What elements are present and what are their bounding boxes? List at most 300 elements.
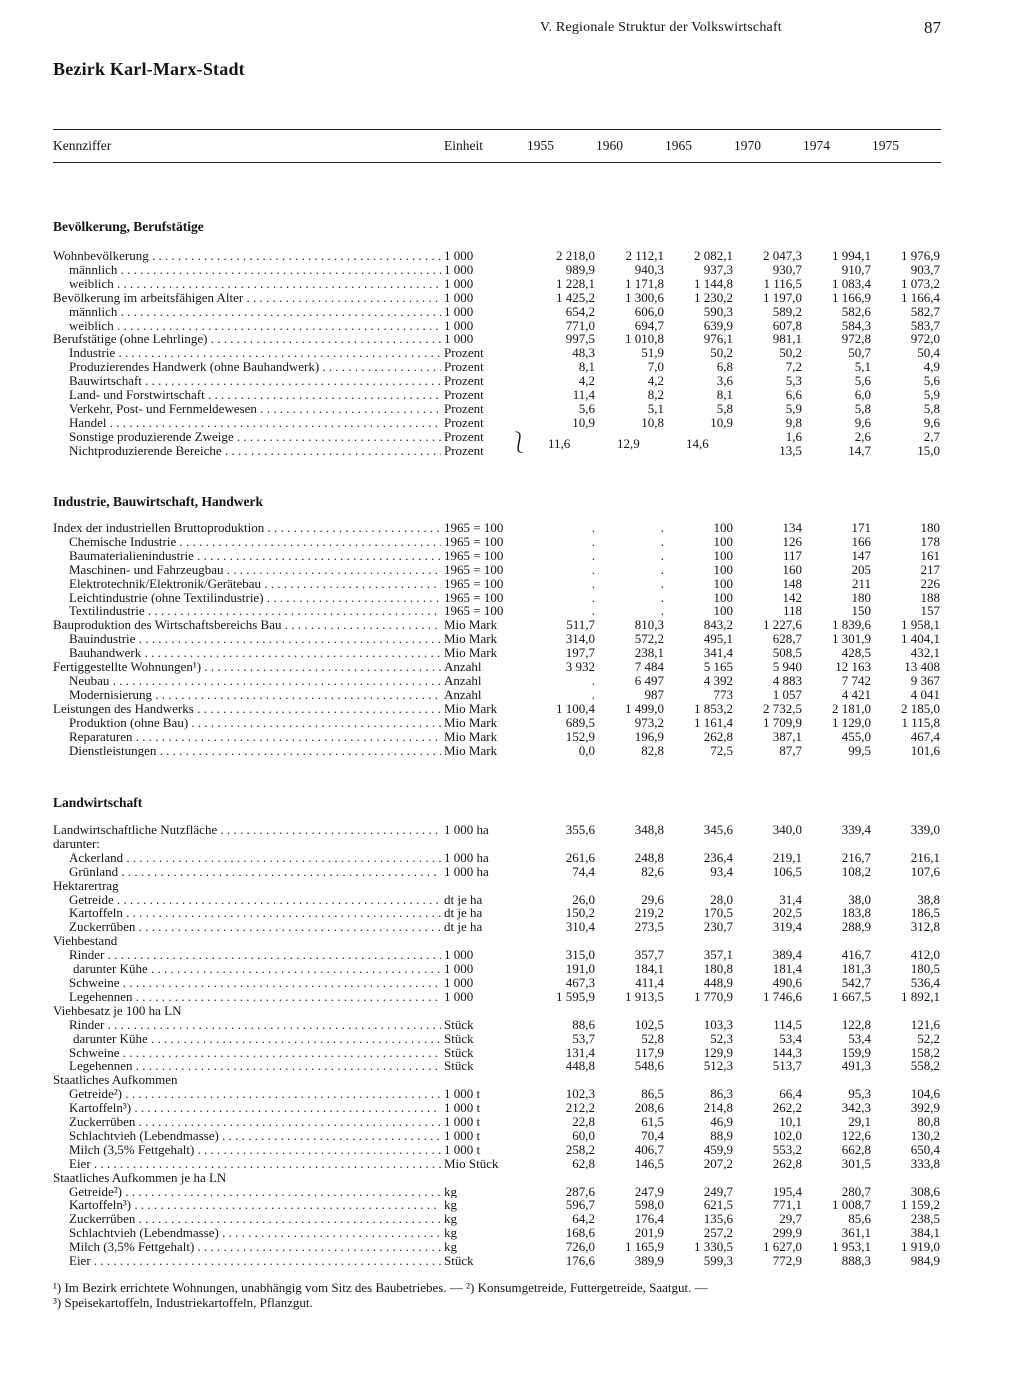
cell-value: 262,2 — [772, 1101, 802, 1116]
row-unit: 1965 = 100 — [444, 576, 504, 591]
cell-value: 6 497 — [634, 673, 664, 688]
header-year: 1974 — [803, 138, 830, 153]
cell-value — [595, 837, 664, 851]
cell-value: 10,9 — [710, 415, 733, 430]
cell-value: 186,5 — [910, 906, 940, 921]
cell-value: 1 709,9 — [763, 715, 802, 730]
table-row — [53, 263, 940, 277]
cell-value: 122,8 — [841, 1017, 871, 1032]
cell-value: 147 — [851, 548, 871, 563]
cell-value: 191,0 — [565, 962, 595, 976]
cell-value: 513,7 — [772, 1059, 802, 1074]
row-label-text: weiblich . . . — [53, 319, 441, 333]
row-label — [53, 319, 441, 333]
row-unit — [441, 934, 526, 948]
cell-value: . — [591, 521, 595, 535]
table-row — [53, 702, 940, 716]
cell-value: 596,7 — [565, 1198, 595, 1213]
row-label-text: Kartoffeln . . . — [53, 906, 441, 920]
cell-value: 2,7 — [923, 429, 940, 444]
cell-value: 102,0 — [772, 1128, 802, 1143]
cell-value: 170,5 — [703, 906, 733, 921]
row-label-text: Milch (3,5% Fettgehalt) . . . — [53, 1240, 441, 1254]
cell-value: 144,3 — [772, 1045, 802, 1060]
cell-value: 1 595,9 — [556, 989, 595, 1004]
header-unit: Einheit — [444, 138, 483, 153]
row-label — [53, 1129, 441, 1143]
row-unit — [441, 1073, 526, 1087]
cell-value: 5,1 — [647, 401, 664, 416]
cell-value: 135,6 — [703, 1212, 733, 1227]
row-label — [53, 549, 441, 563]
cell-value: 310,4 — [565, 920, 595, 935]
row-label-text: Grünland . . . — [53, 865, 441, 879]
cell-value: 1 892,1 — [901, 989, 940, 1004]
row-label-text: Getreide²) . . . — [53, 1087, 441, 1101]
cell-value: 572,2 — [634, 632, 664, 647]
table-row — [53, 577, 940, 591]
row-label-text: Zuckerrüben . . . — [53, 920, 441, 934]
cell-value: 273,5 — [634, 920, 664, 935]
row-unit: 1 000 — [444, 249, 474, 263]
cell-value: 166 — [851, 534, 871, 549]
cell-value: 384,1 — [910, 1226, 940, 1241]
cell-value: 512,3 — [703, 1059, 733, 1074]
cell-value: 3,6 — [716, 374, 733, 389]
cell-value: 342,3 — [841, 1101, 871, 1116]
cell-value: 101,6 — [910, 743, 940, 758]
cell-value — [802, 1171, 871, 1185]
header-year: 1965 — [665, 138, 692, 153]
section-title: Bevölkerung, Berufstätige — [53, 219, 204, 234]
cell-value: 146,5 — [634, 1156, 664, 1171]
cell-value — [595, 1073, 664, 1087]
cell-value: 122,6 — [841, 1128, 871, 1143]
cell-value: 2 082,1 — [694, 249, 733, 263]
cell-value: 85,6 — [848, 1212, 871, 1227]
cell-value: 238,1 — [634, 646, 664, 661]
cell-value: . — [660, 590, 664, 605]
cell-value: 15,0 — [917, 443, 940, 458]
cell-value: 217 — [920, 562, 940, 577]
row-label-text: Reparaturen . . . — [53, 730, 441, 744]
cell-value: 7,0 — [647, 360, 664, 375]
row-unit: 1 000 — [444, 948, 474, 963]
table-row — [53, 1018, 940, 1032]
table-row — [53, 1073, 940, 1087]
row-label-text: Index der industriellen Bruttoproduktion . . . — [53, 521, 441, 535]
row-unit: Stück — [444, 1059, 474, 1074]
cell-value: 333,8 — [910, 1156, 940, 1171]
row-label — [53, 1059, 441, 1073]
cell-value: 160 — [782, 562, 802, 577]
cell-value: 178 — [920, 534, 940, 549]
cell-value: 2 112,1 — [625, 249, 664, 263]
row-label — [53, 249, 441, 263]
cell-value: 10,9 — [572, 415, 595, 430]
cell-value — [664, 1004, 733, 1018]
cell-value: 583,7 — [910, 318, 940, 333]
cell-value: 29,6 — [641, 892, 664, 907]
row-label-text: Land- und Forstwirtschaft . . . — [53, 388, 441, 402]
row-label — [53, 591, 441, 605]
cell-value: 7 484 — [634, 660, 664, 674]
cell-value: 345,6 — [703, 823, 733, 837]
cell-value: 4,9 — [923, 360, 940, 375]
cell-value: 5,8 — [854, 401, 871, 416]
cell-value: 150 — [851, 604, 871, 619]
row-label-text: Bauproduktion des Wirtschaftsbereichs Bau . . . — [53, 618, 441, 632]
row-label-text: Elektrotechnik/Elektronik/Gerätebau . . . — [53, 577, 441, 591]
cell-value — [664, 934, 733, 948]
cell-value: 459,9 — [703, 1142, 733, 1157]
cell-value: 8,1 — [716, 388, 733, 402]
cell-value: 93,4 — [710, 864, 733, 879]
cell-value: 72,5 — [710, 743, 733, 758]
cell-value: 38,0 — [848, 892, 871, 907]
table-row — [53, 402, 940, 416]
row-label — [53, 1018, 441, 1032]
cell-value: 148 — [782, 576, 802, 591]
cell-value: 29,1 — [848, 1115, 871, 1129]
table-row — [53, 319, 940, 333]
table-row — [53, 1212, 940, 1226]
cell-value: 4,2 — [578, 374, 595, 389]
table-row — [53, 1171, 940, 1185]
merged-value: 12,9 — [617, 436, 640, 451]
cell-value: 183,8 — [841, 906, 871, 921]
cell-value: 62,8 — [572, 1156, 595, 1171]
row-label — [53, 823, 441, 837]
cell-value: 590,3 — [703, 304, 733, 319]
cell-value: 29,7 — [779, 1212, 802, 1227]
row-unit: 1 000 ha — [444, 850, 489, 865]
cell-value: 299,9 — [772, 1226, 802, 1241]
cell-value: 287,6 — [565, 1184, 595, 1199]
row-label — [53, 1046, 441, 1060]
cell-value: 1 770,9 — [694, 989, 733, 1004]
cell-value: 392,9 — [910, 1101, 940, 1116]
section-table — [53, 823, 940, 1268]
cell-value: 508,5 — [772, 646, 802, 661]
cell-value: 411,4 — [635, 975, 664, 990]
cell-value: 9,6 — [923, 415, 940, 430]
row-label-text: Milch (3,5% Fettgehalt) . . . — [53, 1143, 441, 1157]
cell-value — [526, 1004, 595, 1018]
cell-value — [871, 1073, 940, 1087]
top-rule — [53, 129, 941, 130]
table-row — [53, 360, 940, 374]
cell-value: 1 953,1 — [832, 1240, 871, 1255]
row-unit: 1 000 ha — [444, 864, 489, 879]
row-label-text: Berufstätige (ohne Lehrlinge) . . . — [53, 332, 441, 346]
cell-value: 314,0 — [565, 632, 595, 647]
row-label — [53, 893, 441, 907]
cell-value: 100 — [713, 604, 733, 619]
row-unit: Prozent — [444, 346, 484, 361]
table-row — [53, 1059, 940, 1073]
row-label-text: Dienstleistungen . . . — [53, 744, 441, 758]
row-label-text: Leichtindustrie (ohne Textilindustrie) . . . — [53, 591, 441, 605]
cell-value: 50,7 — [848, 346, 871, 361]
cell-value: 319,4 — [772, 920, 802, 935]
table-row — [53, 277, 940, 291]
cell-value: 412,0 — [910, 948, 940, 963]
table-row — [53, 646, 940, 660]
page-title: Bezirk Karl-Marx-Stadt — [53, 59, 245, 79]
section-title: Landwirtschaft — [53, 795, 143, 810]
row-label — [53, 632, 441, 646]
row-unit: 1 000 — [444, 276, 474, 291]
cell-value: 202,5 — [772, 906, 802, 921]
row-unit: 1 000 — [444, 262, 474, 277]
row-label — [53, 374, 441, 388]
cell-value: 1 230,2 — [694, 290, 733, 305]
row-unit: Mio Mark — [444, 646, 498, 661]
row-label-text: Schlachtvieh (Lebendmasse) . . . — [53, 1129, 441, 1143]
row-label-text: weiblich . . . — [53, 277, 441, 291]
cell-value: 428,5 — [841, 646, 871, 661]
row-label — [53, 702, 441, 716]
row-unit: Anzahl — [444, 673, 482, 688]
table-row — [53, 823, 940, 837]
row-label-text: Verkehr, Post- und Fernmeldewesen . . . — [53, 402, 441, 416]
cell-value: 226 — [920, 576, 940, 591]
cell-value: 1 913,5 — [625, 989, 664, 1004]
cell-value: 236,4 — [703, 850, 733, 865]
cell-value: 100 — [713, 590, 733, 605]
table-header — [53, 138, 941, 156]
row-label — [53, 332, 441, 346]
row-unit: Mio Mark — [444, 743, 498, 758]
cell-value: 168,6 — [565, 1226, 595, 1241]
row-unit: kg — [444, 1240, 457, 1255]
row-unit: Prozent — [444, 429, 484, 444]
table-row — [53, 1115, 940, 1129]
cell-value: 230,7 — [703, 920, 733, 935]
row-label-text: Nichtproduzierende Bereiche . . . — [53, 444, 441, 458]
row-label-text: Industrie . . . — [53, 346, 441, 360]
cell-value: 126 — [782, 534, 802, 549]
cell-value — [871, 1171, 940, 1185]
row-unit: kg — [444, 1198, 457, 1213]
cell-value: 108,2 — [841, 864, 871, 879]
cell-value: 2 047,3 — [763, 249, 802, 263]
cell-value: 129,9 — [703, 1045, 733, 1060]
row-unit: 1 000 — [444, 989, 474, 1004]
cell-value: 1 057 — [772, 687, 802, 702]
cell-value: . — [660, 521, 664, 535]
row-label — [53, 1004, 441, 1018]
cell-value: 247,9 — [634, 1184, 664, 1199]
row-label-text: Maschinen- und Fahrzeugbau . . . — [53, 563, 441, 577]
row-unit: Stück — [444, 1031, 474, 1046]
cell-value: 389,9 — [634, 1254, 664, 1268]
footnote-line: ³) Speisekartoffeln, Industriekartoffeln, Pflanzgut. — [53, 1294, 313, 1310]
cell-value: 1 073,2 — [901, 276, 940, 291]
cell-value: 1 166,9 — [832, 290, 871, 305]
cell-value: 14,7 — [848, 443, 871, 458]
cell-value: 308,6 — [910, 1184, 940, 1199]
cell-value: 4 041 — [910, 687, 940, 702]
cell-value: 158,2 — [910, 1045, 940, 1060]
cell-value: . — [660, 534, 664, 549]
cell-value: 888,3 — [841, 1254, 871, 1268]
cell-value: 389,4 — [772, 948, 802, 963]
table-row — [53, 660, 940, 674]
cell-value — [595, 879, 664, 893]
cell-value: 5 165 — [703, 660, 733, 674]
row-label — [53, 604, 441, 618]
row-unit: 1 000 — [444, 962, 474, 976]
cell-value — [664, 1171, 733, 1185]
cell-value: 1 129,0 — [832, 715, 871, 730]
table-row — [53, 976, 940, 990]
cell-value: 726,0 — [565, 1240, 595, 1255]
table-row — [53, 1254, 940, 1268]
cell-value: 548,6 — [634, 1059, 664, 1074]
cell-value: . — [660, 604, 664, 619]
cell-value: 621,5 — [703, 1198, 733, 1213]
cell-value: 87,7 — [779, 743, 802, 758]
cell-value: 1 197,0 — [763, 290, 802, 305]
cell-value: 13 408 — [904, 660, 940, 674]
row-label — [53, 388, 441, 402]
merged-value: 11,6 — [548, 436, 571, 451]
cell-value: 4 883 — [772, 673, 802, 688]
cell-value: 86,5 — [641, 1087, 664, 1102]
cell-value: . — [591, 534, 595, 549]
row-label-text: Produktion (ohne Bau) . . . — [53, 716, 441, 730]
page-number: 87 — [924, 18, 941, 37]
table-row — [53, 893, 940, 907]
row-label — [53, 906, 441, 920]
row-label-text: Rinder . . . — [53, 1018, 441, 1032]
cell-value: 50,2 — [779, 346, 802, 361]
cell-value: 5,3 — [785, 374, 802, 389]
cell-value: 1 853,2 — [694, 701, 733, 716]
cell-value: 910,7 — [841, 262, 871, 277]
cell-value: 8,2 — [647, 388, 664, 402]
row-label-text: Staatliches Aufkommen — [53, 1073, 178, 1088]
cell-value: 2 185,0 — [901, 701, 940, 716]
table-row — [53, 604, 940, 618]
row-label — [53, 1157, 441, 1171]
cell-value: . — [591, 604, 595, 619]
table-row — [53, 1129, 940, 1143]
cell-value: . — [591, 687, 595, 702]
table-row — [53, 934, 940, 948]
cell-value: 348,8 — [634, 823, 664, 837]
cell-value: 74,4 — [572, 864, 595, 879]
cell-value: 159,9 — [841, 1045, 871, 1060]
cell-value — [733, 934, 802, 948]
row-unit: Anzahl — [444, 687, 482, 702]
cell-value: 1 425,2 — [556, 290, 595, 305]
row-label — [53, 920, 441, 934]
row-label-text: männlich . . . — [53, 263, 441, 277]
row-unit: Mio Mark — [444, 632, 498, 647]
row-label — [53, 730, 441, 744]
cell-value: 180 — [851, 590, 871, 605]
row-label — [53, 688, 441, 702]
cell-value: 95,3 — [848, 1087, 871, 1102]
cell-value: 107,6 — [910, 864, 940, 879]
cell-value — [733, 1073, 802, 1087]
cell-value: 114,5 — [773, 1017, 802, 1032]
cell-value: 582,6 — [841, 304, 871, 319]
cell-value: 100 — [713, 534, 733, 549]
table-row — [53, 1226, 940, 1240]
merged-value: 14,6 — [686, 436, 709, 451]
cell-value: 4,2 — [647, 374, 664, 389]
row-label — [53, 879, 441, 893]
cell-value: 5,9 — [923, 388, 940, 402]
cell-value: 248,8 — [634, 850, 664, 865]
cell-value: 1 100,4 — [556, 701, 595, 716]
cell-value: 553,2 — [772, 1142, 802, 1157]
header-rule — [53, 162, 941, 163]
row-label-text: Viehbestand — [53, 934, 118, 949]
row-label-text: Bauhandwerk . . . — [53, 646, 441, 660]
cell-value: 46,9 — [710, 1115, 733, 1129]
row-label — [53, 430, 441, 444]
cell-value: 64,2 — [572, 1212, 595, 1227]
section-table — [53, 521, 940, 757]
cell-value: 5,6 — [578, 401, 595, 416]
cell-value — [802, 1073, 871, 1087]
cell-value: 102,3 — [565, 1087, 595, 1102]
cell-value: 60,0 — [572, 1128, 595, 1143]
cell-value: 216,7 — [841, 850, 871, 865]
cell-value: 339,0 — [910, 823, 940, 837]
cell-value: 582,7 — [910, 304, 940, 319]
cell-value: 1 010,8 — [625, 332, 664, 347]
cell-value: 455,0 — [841, 729, 871, 744]
cell-value — [802, 837, 871, 851]
cell-value: 1 166,4 — [901, 290, 940, 305]
table-row — [53, 535, 940, 549]
section-table — [53, 249, 940, 458]
cell-value: 88,6 — [572, 1017, 595, 1032]
row-label-text: Schweine . . . — [53, 976, 441, 990]
table-row — [53, 563, 940, 577]
cell-value: 53,4 — [848, 1031, 871, 1046]
cell-value: 987 — [644, 687, 664, 702]
header-year: 1960 — [596, 138, 623, 153]
cell-value: 4 392 — [703, 673, 733, 688]
cell-value: 1 161,4 — [694, 715, 733, 730]
cell-value: 50,2 — [710, 346, 733, 361]
cell-value: 184,1 — [634, 962, 664, 976]
table-row — [53, 444, 940, 458]
row-label — [53, 1073, 441, 1087]
row-unit: Stück — [444, 1254, 474, 1268]
row-label-text: Schlachtvieh (Lebendmasse) . . . — [53, 1226, 441, 1240]
table-row — [53, 1185, 940, 1199]
cell-value: 100 — [713, 521, 733, 535]
cell-value: 117,9 — [635, 1045, 664, 1060]
table-row — [53, 249, 940, 263]
row-label-text: Fertiggestellte Wohnungen¹) . . . — [53, 660, 441, 674]
row-label-text: Getreide . . . — [53, 893, 441, 907]
cell-value: 1 115,8 — [901, 715, 940, 730]
row-unit: Mio Mark — [444, 715, 498, 730]
cell-value: 694,7 — [634, 318, 664, 333]
cell-value: 208,6 — [634, 1101, 664, 1116]
table-row — [53, 591, 940, 605]
cell-value: 448,9 — [703, 975, 733, 990]
